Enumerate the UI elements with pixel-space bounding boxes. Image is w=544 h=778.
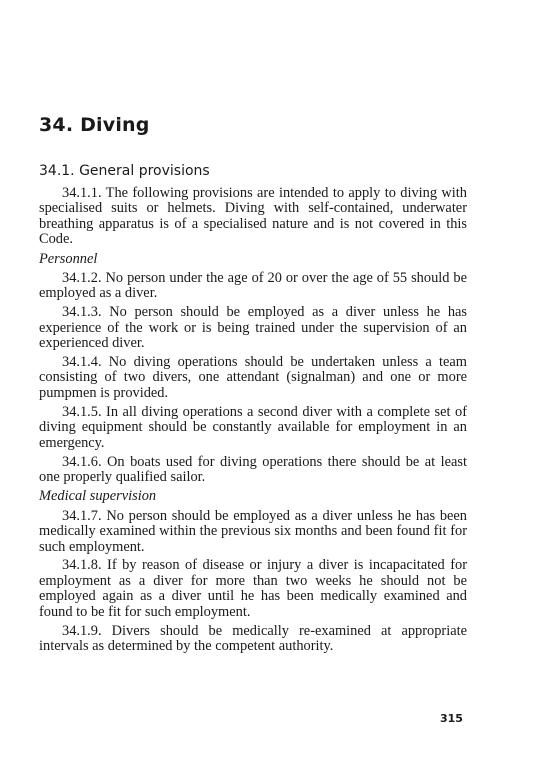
chapter-title: 34. Diving bbox=[39, 114, 150, 136]
paragraph-34-1-5: 34.1.5. In all diving operations a second diver with a complete set of diving equipment should be constantly available for employment in an emergency. bbox=[39, 403, 467, 451]
paragraph-34-1-2: 34.1.2. No person under the age of 20 or over the age of 55 should be employed as a diver. bbox=[39, 270, 467, 302]
subheading-personnel: Personnel bbox=[39, 250, 98, 267]
paragraph-34-1-7: 34.1.7. No person should be employed as a diver unless he has been medically examined within the previous six months and been found fit for such employment. bbox=[39, 507, 467, 555]
paragraph-34-1-3: 34.1.3. No person should be employed as a diver unless he has experience of the work or is being trained under the supervision of an experienced diver. bbox=[39, 304, 467, 352]
paragraph-34-1-1: 34.1.1. The following provisions are intended to apply to diving with specialised suits or helmets. Diving with self-contained, underwater breathing apparatus is of a specialised nature and is not covered in this Code. bbox=[39, 185, 467, 248]
section-heading: 34.1. General provisions bbox=[39, 163, 210, 179]
paragraph-34-1-8: 34.1.8. If by reason of disease or injury a diver is incapacitated for employment as a diver for more than two weeks he should not be employed again as a diver until he has been medically examined and found to be fit for such employment. bbox=[39, 557, 467, 620]
paragraph-34-1-6: 34.1.6. On boats used for diving operations there should be at least one properly qualified sailor. bbox=[39, 453, 467, 485]
body-text bbox=[39, 186, 467, 658]
page-number: 315 bbox=[440, 712, 463, 725]
paragraph-34-1-4: 34.1.4. No diving operations should be undertaken unless a team consisting of two divers, one attendant (signalman) and one or more pumpmen is provided. bbox=[39, 354, 467, 401]
subheading-medical-supervision: Medical supervision bbox=[39, 488, 157, 505]
paragraph-34-1-9: 34.1.9. Divers should be medically re-examined at appropriate intervals as determined by the competent authority. bbox=[39, 622, 467, 654]
